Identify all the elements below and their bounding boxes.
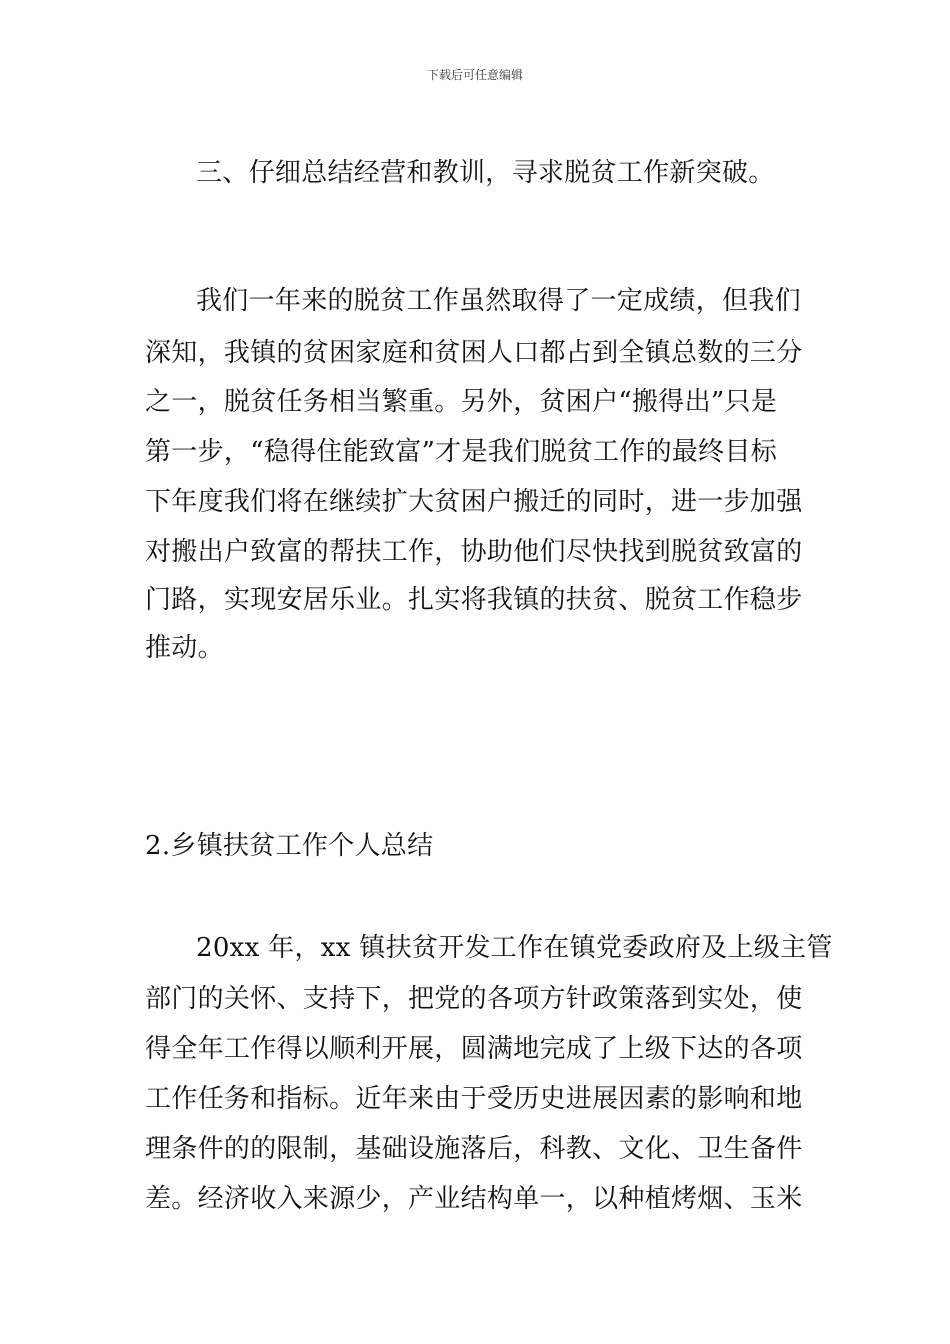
paragraph-line: 20xx 年，xx 镇扶贫开发工作在镇党委政府及上级主管 — [196, 933, 833, 963]
paragraph-line: 得全年工作得以顺利开展，圆满地完成了上级下达的各项 — [145, 1034, 803, 1064]
article-title: 2.乡镇扶贫工作个人总结 — [145, 831, 434, 861]
header-note: 下载后可任意编辑 — [426, 68, 523, 82]
paragraph-line: 推动。 — [145, 633, 224, 663]
paragraph-line: 我们一年来的脱贫工作虽然取得了一定成绩，但我们 — [196, 286, 801, 316]
paragraph-line: 部门的关怀、支持下，把党的各项方针政策落到实处，使 — [145, 984, 803, 1014]
paragraph-line: 第一步，“稳得住能致富”才是我们脱贫工作的最终目标 — [145, 437, 778, 467]
paragraph-line: 理条件的的限制，基础设施落后，科教、文化、卫生备件 — [145, 1134, 803, 1164]
paragraph-line: 门路，实现安居乐业。扎实将我镇的扶贫、脱贫工作稳步 — [145, 585, 803, 615]
paragraph-line: 工作任务和指标。近年来由于受历史进展因素的影响和地 — [145, 1084, 803, 1114]
paragraph-line: 之一，脱贫任务相当繁重。另外，贫困户“搬得出”只是 — [145, 387, 778, 417]
paragraph-line: 下年度我们将在继续扩大贫困户搬迁的同时，进一步加强 — [145, 487, 803, 517]
paragraph-line: 深知，我镇的贫困家庭和贫困人口都占到全镇总数的三分 — [145, 338, 803, 368]
paragraph-line: 对搬出户致富的帮扶工作，协助他们尽快找到脱贫致富的 — [145, 537, 803, 567]
section-heading: 三、仔细总结经营和教训，寻求脱贫工作新突破。 — [196, 158, 775, 188]
paragraph-line: 差。经济收入来源少，产业结构单一，以种植烤烟、玉米 — [145, 1184, 803, 1214]
